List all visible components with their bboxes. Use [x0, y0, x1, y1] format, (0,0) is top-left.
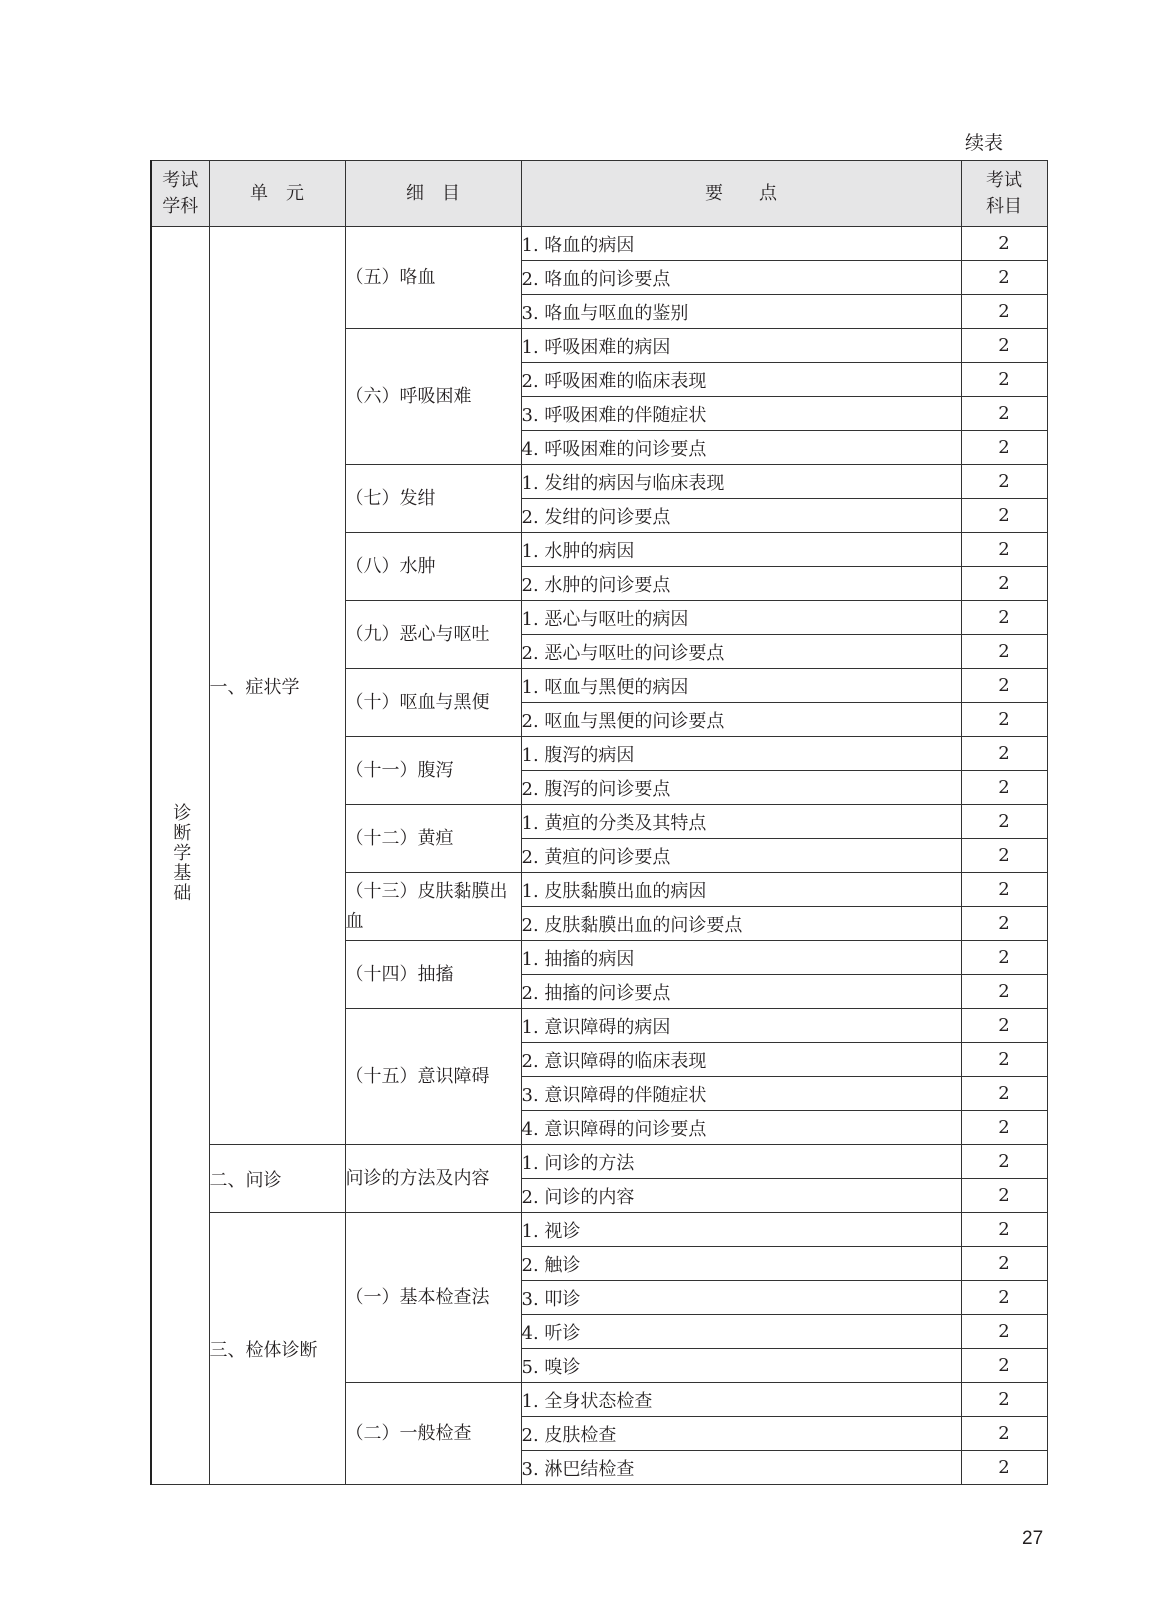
subject-cell [151, 227, 209, 1485]
point-cell: 2. 问诊的内容 [521, 1179, 961, 1213]
point-cell: 1. 意识障碍的病因 [521, 1009, 961, 1043]
point-cell: 4. 听诊 [521, 1315, 961, 1349]
table-body [151, 227, 1047, 1485]
point-cell: 2. 呕血与黑便的问诊要点 [521, 703, 961, 737]
exam-cell: 2 [961, 907, 1047, 941]
exam-cell: 2 [961, 737, 1047, 771]
exam-cell: 2 [961, 567, 1047, 601]
exam-cell: 2 [961, 1043, 1047, 1077]
exam-cell: 2 [961, 1179, 1047, 1213]
detail-cell: （十三）皮肤黏膜出血 [345, 873, 521, 941]
exam-cell: 2 [961, 941, 1047, 975]
point-cell: 1. 视诊 [521, 1213, 961, 1247]
exam-cell: 2 [961, 363, 1047, 397]
point-cell: 3. 淋巴结检查 [521, 1451, 961, 1485]
exam-cell: 2 [961, 975, 1047, 1009]
header-unit: 单 元 [209, 161, 345, 227]
subject-text: 诊断学基础 [170, 803, 192, 903]
point-cell: 5. 嗅诊 [521, 1349, 961, 1383]
exam-cell: 2 [961, 499, 1047, 533]
point-cell: 1. 问诊的方法 [521, 1145, 961, 1179]
detail-cell: （五）咯血 [345, 227, 521, 329]
point-cell: 2. 触诊 [521, 1247, 961, 1281]
detail-cell: （十四）抽搐 [345, 941, 521, 1009]
table-row [151, 227, 1047, 261]
detail-cell: （九）恶心与呕吐 [345, 601, 521, 669]
exam-cell: 2 [961, 1247, 1047, 1281]
header-subject-line2: 学科 [162, 195, 199, 217]
point-cell: 2. 发绀的问诊要点 [521, 499, 961, 533]
point-cell: 1. 咯血的病因 [521, 227, 961, 261]
detail-cell: 问诊的方法及内容 [345, 1145, 521, 1213]
unit-cell: 二、问诊 [209, 1145, 345, 1213]
exam-cell: 2 [961, 1281, 1047, 1315]
exam-cell: 2 [961, 669, 1047, 703]
exam-cell: 2 [961, 533, 1047, 567]
syllabus-table [150, 160, 1048, 1485]
point-cell: 2. 黄疸的问诊要点 [521, 839, 961, 873]
exam-cell: 2 [961, 295, 1047, 329]
point-cell: 4. 意识障碍的问诊要点 [521, 1111, 961, 1145]
header-detail: 细 目 [345, 161, 521, 227]
exam-cell: 2 [961, 1383, 1047, 1417]
detail-cell: （八）水肿 [345, 533, 521, 601]
point-cell: 1. 水肿的病因 [521, 533, 961, 567]
point-cell: 2. 呼吸困难的临床表现 [521, 363, 961, 397]
unit-cell: 三、检体诊断 [209, 1213, 345, 1485]
point-cell: 1. 发绀的病因与临床表现 [521, 465, 961, 499]
header-subject-line1: 考试 [162, 169, 199, 191]
point-cell: 2. 皮肤检查 [521, 1417, 961, 1451]
detail-cell: （十五）意识障碍 [345, 1009, 521, 1145]
exam-cell: 2 [961, 397, 1047, 431]
point-cell: 1. 黄疸的分类及其特点 [521, 805, 961, 839]
detail-cell: （十一）腹泻 [345, 737, 521, 805]
point-cell: 3. 呼吸困难的伴随症状 [521, 397, 961, 431]
exam-cell: 2 [961, 1213, 1047, 1247]
point-cell: 1. 呕血与黑便的病因 [521, 669, 961, 703]
point-cell: 2. 意识障碍的临床表现 [521, 1043, 961, 1077]
exam-cell: 2 [961, 329, 1047, 363]
header-exam-line1: 考试 [986, 169, 1022, 191]
table-row [151, 1145, 1047, 1179]
exam-cell: 2 [961, 635, 1047, 669]
table-row [151, 1213, 1047, 1247]
point-cell: 1. 腹泻的病因 [521, 737, 961, 771]
exam-cell: 2 [961, 873, 1047, 907]
exam-cell: 2 [961, 839, 1047, 873]
exam-cell: 2 [961, 261, 1047, 295]
exam-cell: 2 [961, 1417, 1047, 1451]
point-cell: 2. 抽搐的问诊要点 [521, 975, 961, 1009]
exam-cell: 2 [961, 1451, 1047, 1485]
point-cell: 2. 水肿的问诊要点 [521, 567, 961, 601]
detail-cell: （一）基本检查法 [345, 1213, 521, 1383]
exam-cell: 2 [961, 465, 1047, 499]
point-cell: 2. 咯血的问诊要点 [521, 261, 961, 295]
exam-cell: 2 [961, 1009, 1047, 1043]
point-cell: 1. 呼吸困难的病因 [521, 329, 961, 363]
exam-cell: 2 [961, 1145, 1047, 1179]
point-cell: 4. 呼吸困难的问诊要点 [521, 431, 961, 465]
exam-cell: 2 [961, 1077, 1047, 1111]
exam-cell: 2 [961, 1315, 1047, 1349]
page-number: 27 [1022, 1528, 1044, 1549]
header-row [151, 161, 1047, 227]
exam-cell: 2 [961, 1111, 1047, 1145]
point-cell: 2. 腹泻的问诊要点 [521, 771, 961, 805]
exam-cell: 2 [961, 805, 1047, 839]
exam-cell: 2 [961, 771, 1047, 805]
continued-label: 续表 [965, 132, 1004, 154]
point-cell: 2. 恶心与呕吐的问诊要点 [521, 635, 961, 669]
exam-cell: 2 [961, 227, 1047, 261]
detail-cell: （七）发绀 [345, 465, 521, 533]
exam-cell: 2 [961, 431, 1047, 465]
exam-cell: 2 [961, 703, 1047, 737]
detail-cell: （六）呼吸困难 [345, 329, 521, 465]
header-exam [961, 161, 1047, 227]
point-cell: 1. 全身状态检查 [521, 1383, 961, 1417]
header-exam-line2: 科目 [986, 195, 1022, 217]
point-cell: 3. 叩诊 [521, 1281, 961, 1315]
detail-cell: （十二）黄疸 [345, 805, 521, 873]
point-cell: 1. 恶心与呕吐的病因 [521, 601, 961, 635]
point-cell: 1. 抽搐的病因 [521, 941, 961, 975]
exam-cell: 2 [961, 1349, 1047, 1383]
header-point: 要 点 [521, 161, 961, 227]
point-cell: 3. 咯血与呕血的鉴别 [521, 295, 961, 329]
point-cell: 2. 皮肤黏膜出血的问诊要点 [521, 907, 961, 941]
detail-cell: （二）一般检查 [345, 1383, 521, 1485]
point-cell: 1. 皮肤黏膜出血的病因 [521, 873, 961, 907]
unit-cell: 一、症状学 [209, 227, 345, 1145]
header-subject [151, 161, 209, 227]
detail-cell: （十）呕血与黑便 [345, 669, 521, 737]
exam-cell: 2 [961, 601, 1047, 635]
point-cell: 3. 意识障碍的伴随症状 [521, 1077, 961, 1111]
